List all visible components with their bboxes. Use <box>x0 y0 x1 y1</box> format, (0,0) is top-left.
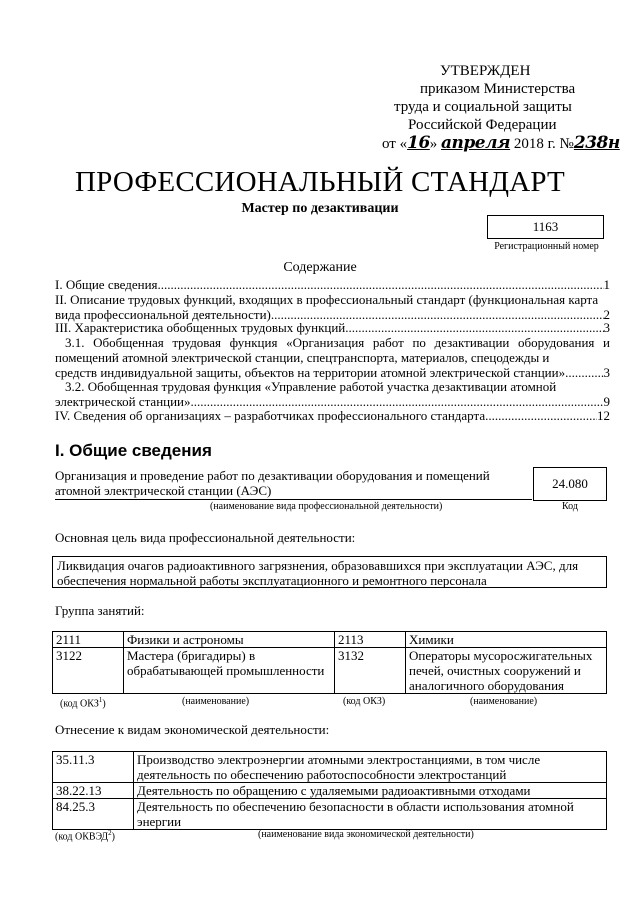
approval-heading: УТВЕРЖДЕН <box>440 63 531 79</box>
activity-name: Организация и проведение работ по дезактивации оборудования и помещений атомной электрической станции (АЭС) <box>55 468 490 498</box>
table-row <box>53 632 607 648</box>
registration-number-label: Регистрационный номер <box>494 241 599 252</box>
approval-block <box>380 62 620 153</box>
group-caption-name: (наименование) <box>182 696 250 707</box>
okved-name: Деятельность по обеспечению безопасности в области использования атомной энергии <box>134 799 607 830</box>
table-row <box>53 783 607 799</box>
section-heading: I. Общие сведения <box>55 441 212 460</box>
okz-code: 3132 <box>335 648 406 694</box>
table-row <box>53 648 607 694</box>
document-subtitle: Мастер по дезактивации <box>241 201 399 216</box>
toc-item-3-2[interactable]: 3.2. Обобщенная трудовая функция «Управление работой участка дезактивации атомной электрической станции» ..... 9 <box>55 379 610 409</box>
approval-line-ministry: приказом Министерства <box>420 81 576 97</box>
document-title: ПРОФЕССИОНАЛЬНЫЙ СТАНДАРТ <box>75 166 565 198</box>
okz-code: 3122 <box>53 648 124 694</box>
okved-code: 84.25.3 <box>53 799 134 830</box>
goal-text: Ликвидация очагов радиоактивного загрязнения, образовавшихся при эксплуатации АЭС, для обеспечения нормальной работы эксплуатационного и ремонтного персонала <box>52 556 607 588</box>
okz-code: 2111 <box>53 632 124 648</box>
registration-number-box: 1163 <box>487 215 604 239</box>
okved-name: Производство электроэнергии атомными электростанциями, в том числе деятельность по обеспечению работоспособности электростанций <box>134 752 607 783</box>
activity-code-box: 24.080 <box>533 467 607 501</box>
table-row <box>53 752 607 783</box>
activity-underline <box>55 499 532 500</box>
approval-line-federation: Российской Федерации <box>408 117 557 133</box>
approval-day: 16 <box>407 133 430 153</box>
goal-label: Основная цель вида профессиональной деятельности: <box>55 530 356 545</box>
okz-name: Химики <box>406 632 607 648</box>
group-caption-name-2: (наименование) <box>470 696 538 707</box>
group-label: Группа занятий: <box>55 603 145 618</box>
okz-name: Мастера (бригадиры) в обрабатывающей промышленности <box>124 648 335 694</box>
okved-caption-code: (код ОКВЭД$^2$) <box>55 829 115 843</box>
toc-item-3[interactable]: III. Характеристика обобщенных трудовых функций ..... 3 <box>55 320 610 335</box>
toc-item-4[interactable]: IV. Сведения об организациях – разработчиках профессионального стандарта ..... 12 <box>55 408 610 423</box>
occupation-groups-table <box>52 631 607 694</box>
okved-code: 38.22.13 <box>53 783 134 799</box>
okved-name: Деятельность по обращению с удаляемыми радиоактивными отходами <box>134 783 607 799</box>
toc-item-2[interactable]: II. Описание трудовых функций, входящих в профессиональный стандарт (функциональная карта вида профессиональной деятельности) ..... 2 <box>55 292 610 322</box>
group-caption-code: (код ОКЗ$^1$) <box>60 696 106 710</box>
okved-caption-name: (наименование вида экономической деятельности) <box>258 829 474 840</box>
toc-item-3-1[interactable]: 3.1. Обобщенная трудовая функция «Организация работ по дезактивации оборудования и помещений атомной электрической станции, спецтранспорта, материалов, спецодежды и средств индивидуальной защиты, объектов на территории атомной электрической станции» ..... 3 <box>55 335 610 380</box>
activity-code-caption: Код <box>562 501 578 512</box>
toc-title: Содержание <box>283 260 357 275</box>
approval-date: от «16» апреля 2018 г. №238н <box>382 133 620 153</box>
okved-table <box>52 751 607 830</box>
approval-month: апреля <box>441 133 511 153</box>
activity-caption: (наименование вида профессиональной деятельности) <box>210 501 443 512</box>
toc-item-1[interactable]: I. Общие сведения ..... 1 <box>55 277 610 292</box>
okz-code: 2113 <box>335 632 406 648</box>
okved-label: Отнесение к видам экономической деятельности: <box>55 722 330 737</box>
okz-name: Операторы мусоросжигательных печей, очистных сооружений и аналогичного оборудования <box>406 648 607 694</box>
approval-line-labor: труда и социальной защиты <box>394 99 572 115</box>
okz-name: Физики и астрономы <box>124 632 335 648</box>
table-row <box>53 799 607 830</box>
approval-order-number: 238н <box>573 133 620 153</box>
group-caption-code-2: (код ОКЗ) <box>343 696 386 707</box>
okved-code: 35.11.3 <box>53 752 134 783</box>
